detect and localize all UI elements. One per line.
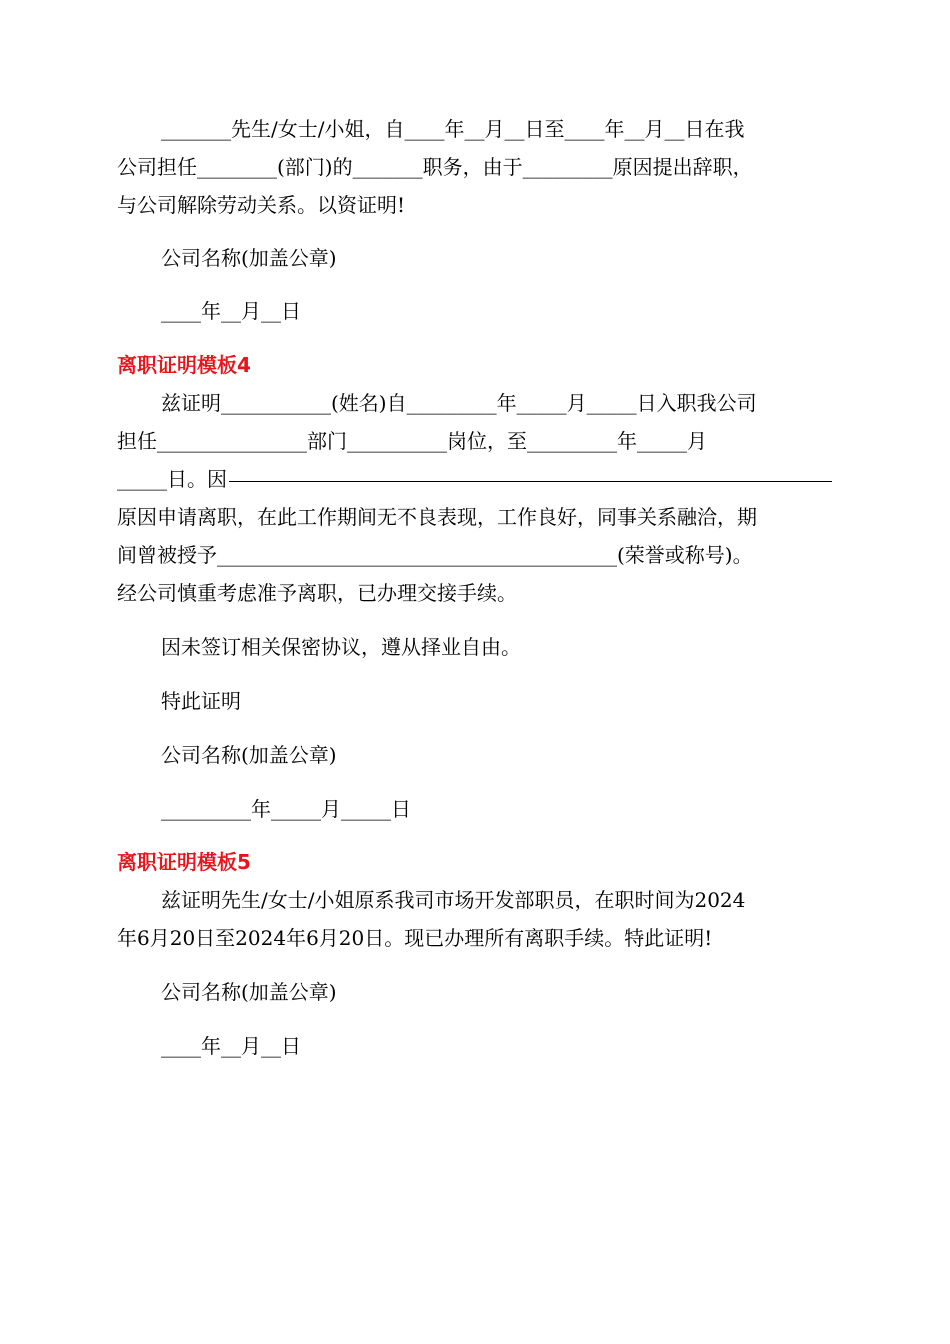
paragraph-line: 兹证明先生/女士/小姐原系我司市场开发部职员，在职时间为2024 [161,888,746,912]
section-3-body [117,110,832,224]
paragraph-line: 原因申请离职，在此工作期间无不良表现，工作良好，同事关系融洽，期 [117,505,757,529]
document-page [117,110,832,1065]
paragraph-line: 担任_______________部门__________岗位，至_________年_____月 [117,429,707,453]
paragraph-line: 年6月20日至2024年6月20日。现已办理所有离职手续。特此证明! [117,926,713,950]
paragraph-line: 公司担任________(部门)的_______职务，由于_________原因提出辞职， [117,155,753,179]
paragraph-line: 经公司慎重考虑准予离职，已办理交接手续。 [117,581,517,605]
hereby-certify-line: 特此证明 [161,689,241,713]
date-line: ____年__月__日 [161,299,301,323]
company-seal-line: 公司名称(加盖公章) [161,980,337,1004]
company-seal-line: 公司名称(加盖公章) [161,246,337,270]
section-4-body [117,384,832,612]
confidentiality-line: 因未签订相关保密协议，遵从择业自由。 [161,635,521,659]
blank-underline [229,481,832,482]
paragraph-line-with-blank [117,460,832,498]
section-5-body [117,881,832,957]
paragraph-line: _____日。因 [117,467,227,491]
section-heading: 离职证明模板5 [117,850,251,874]
paragraph-line: 与公司解除劳动关系。以资证明! [117,193,406,217]
section-heading: 离职证明模板4 [117,353,251,377]
paragraph-line: _______先生/女士/小姐，自____年__月__日至____年__月__日在我 [161,117,745,141]
company-seal-line: 公司名称(加盖公章) [161,743,337,767]
paragraph-line: 间曾被授予________________________________________(荣誉或称号)。 [117,543,753,567]
paragraph-line: 兹证明___________(姓名)自_________年_____月_____日入职我公司 [161,391,757,415]
date-line: _________年_____月_____日 [161,797,411,821]
date-line: ____年__月__日 [161,1034,301,1058]
